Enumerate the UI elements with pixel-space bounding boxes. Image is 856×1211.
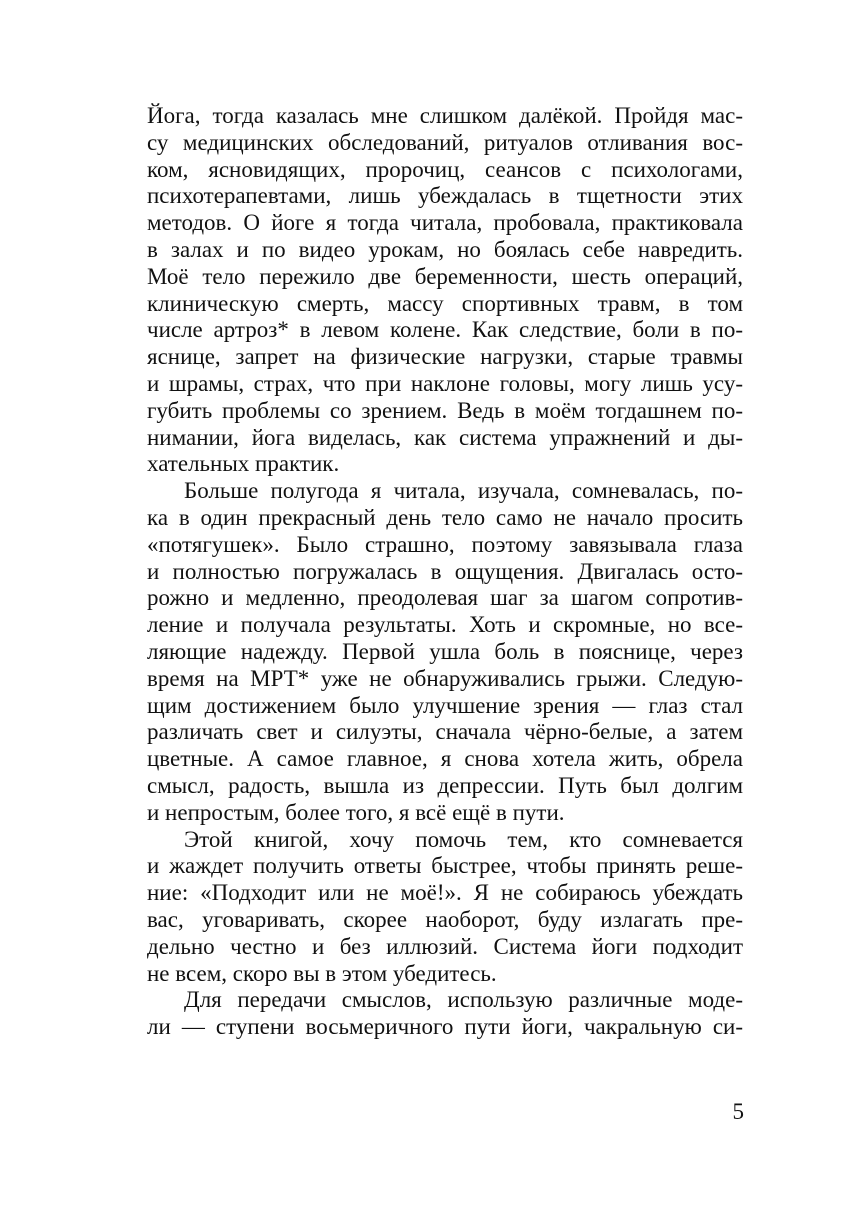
text-line: методов. О йоге я тогда читала, пробовала, практиковала <box>147 210 743 236</box>
text-line: Для передачи смыслов, использую различные моде- <box>184 987 743 1013</box>
text-line: губить проблемы со зрением. Ведь в моём тогдашнем по- <box>147 397 743 423</box>
text-line: различать свет и силуэты, сначала чёрно-белые, а затем <box>147 719 743 745</box>
text-line: клиническую смерть, массу спортивных травм, в том <box>147 290 743 316</box>
text-line: смысл, радость, вышла из депрессии. Путь был долгим <box>147 772 743 798</box>
text-line: Йога, тогда казалась мне слишком далёкой. Пройдя мас- <box>147 103 743 128</box>
text-line: «потягушек». Было страшно, поэтому завязывала глаза <box>147 531 743 557</box>
text-line: и непростым, более того, я всё ещё в пути. <box>147 799 565 825</box>
text-line: ляющие надежду. Первой ушла боль в пояснице, через <box>147 638 743 664</box>
text-line: хательных практик. <box>147 451 340 477</box>
text-line: су медицинских обследований, ритуалов отливания вос- <box>147 129 743 155</box>
text-line: щим достижением было улучшение зрения — глаз стал <box>147 692 743 718</box>
text-line: Моё тело пережило две беременности, шесть операций, <box>147 263 743 289</box>
text-line: и полностью погружалась в ощущения. Двигалась осто- <box>147 558 743 584</box>
text-line: время на МРТ* уже не обнаруживались грыжи. Следую- <box>147 665 743 691</box>
text-line: нимании, йога виделась, как система упражнений и ды- <box>147 424 743 450</box>
text-line: и шрамы, страх, что при наклоне головы, могу лишь усу- <box>147 370 743 396</box>
text-line: Этой книгой, хочу помочь тем, кто сомневается <box>184 826 743 852</box>
text-line: ление и получала результаты. Хоть и скромные, но все- <box>147 612 743 638</box>
text-line: рожно и медленно, преодолевая шаг за шагом сопротив- <box>147 585 743 611</box>
text-line: ка в один прекрасный день тело само не начало просить <box>147 504 743 530</box>
page-number: 5 <box>732 1099 744 1124</box>
text-line: психотерапевтами, лишь убеждалась в тщетности этих <box>147 183 743 209</box>
paragraph <box>147 478 743 826</box>
text-line: ком, ясновидящих, пророчиц, сеансов с психологами, <box>147 156 743 182</box>
body-text <box>147 103 743 1041</box>
text-line: не всем, скоро вы в этом убедитесь. <box>147 960 497 986</box>
text-line: дельно честно и без иллюзий. Система йоги подходит <box>147 933 743 959</box>
text-line: в залах и по видео урокам, но боялась себе навредить. <box>147 236 743 262</box>
paragraph <box>147 103 743 478</box>
text-line: ние: «Подходит или не моё!». Я не собираюсь убеждать <box>147 880 743 906</box>
paragraph <box>147 827 743 988</box>
text-line: цветные. А самое главное, я снова хотела жить, обрела <box>147 746 743 772</box>
text-line: и жаждет получить ответы быстрее, чтобы принять реше- <box>147 853 743 879</box>
text-line: яснице, запрет на физические нагрузки, старые травмы <box>147 344 743 370</box>
text-line: Больше полугода я читала, изучала, сомневалась, по- <box>184 478 743 504</box>
text-line: ли — ступени восьмеричного пути йоги, чакральную си- <box>147 1014 743 1040</box>
paragraph <box>147 987 743 1041</box>
text-line: вас, уговаривать, скорее наоборот, буду излагать пре- <box>147 906 743 932</box>
text-line: числе артроз* в левом колене. Как следствие, боли в по- <box>147 317 743 343</box>
